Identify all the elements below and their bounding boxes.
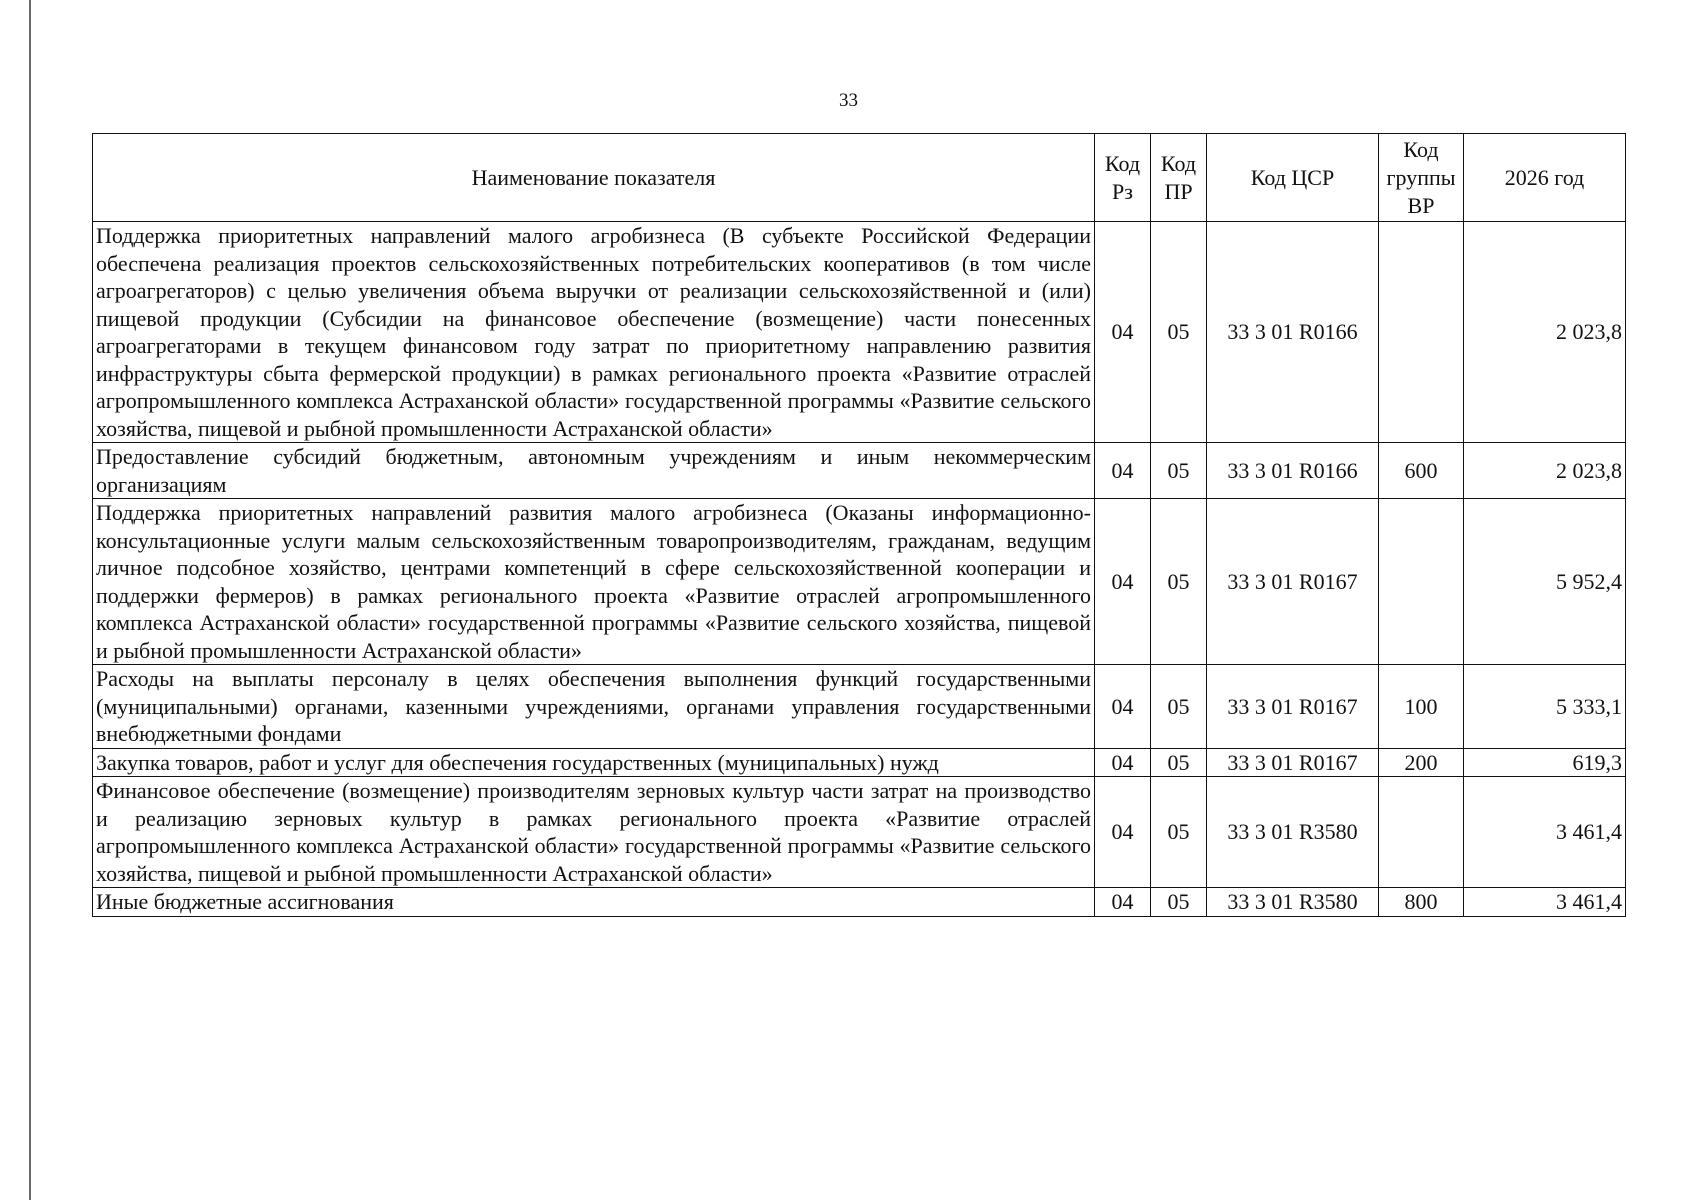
row-rz: 04 — [1095, 777, 1151, 888]
row-vr: 200 — [1379, 748, 1464, 777]
row-vr — [1379, 222, 1464, 443]
row-name: Поддержка приоритетных направлений развития малого агробизнеса (Оказаны информационно-консультационные услуги малым сельскохозяйственным товаропроизводителям, гражданам, ведущим личное подсобное хозяйство, центрами компетенций в сфере сельскохозяйственной кооперации и поддержки фермеров) в рамках регионального проекта «Развитие отраслей агропромышленного комплекса Астраханской области» государственной программы «Развитие сельского хозяйства, пищевой и рыбной промышленности Астраханской области» — [93, 499, 1095, 665]
row-pr: 05 — [1151, 777, 1207, 888]
table-row — [93, 443, 1626, 499]
row-rz: 04 — [1095, 499, 1151, 665]
table-row — [93, 777, 1626, 888]
row-csr: 33 3 01 R0166 — [1207, 222, 1379, 443]
row-pr: 05 — [1151, 222, 1207, 443]
row-name: Финансовое обеспечение (возмещение) производителям зерновых культур части затрат на производство и реализацию зерновых культур в рамках регионального проекта «Развитие отраслей агропромышленного комплекса Астраханской области» государственной программы «Развитие сельского хозяйства, пищевой и рыбной промышленности Астраханской области» — [93, 777, 1095, 888]
row-csr: 33 3 01 R3580 — [1207, 777, 1379, 888]
row-amount: 3 461,4 — [1464, 888, 1626, 917]
row-rz: 04 — [1095, 748, 1151, 777]
table-row — [93, 665, 1626, 749]
table-row — [93, 748, 1626, 777]
row-rz: 04 — [1095, 443, 1151, 499]
row-rz: 04 — [1095, 222, 1151, 443]
page-number: 33 — [839, 90, 858, 111]
row-name: Предоставление субсидий бюджетным, автономным учреждениям и иным некоммерческим организациям — [93, 443, 1095, 499]
row-vr — [1379, 499, 1464, 665]
row-vr — [1379, 777, 1464, 888]
header-year: 2026 год — [1464, 134, 1626, 222]
row-csr: 33 3 01 R0167 — [1207, 499, 1379, 665]
header-name: Наименование показателя — [93, 134, 1095, 222]
row-vr: 800 — [1379, 888, 1464, 917]
row-vr: 600 — [1379, 443, 1464, 499]
row-pr: 05 — [1151, 888, 1207, 917]
header-pr: Код ПР — [1151, 134, 1207, 222]
budget-table — [92, 133, 1626, 917]
binding-margin-line — [29, 0, 31, 1200]
table-row — [93, 888, 1626, 917]
row-name: Расходы на выплаты персоналу в целях обеспечения выполнения функций государственными (муниципальными) органами, казенными учреждениями, органами управления государственными внебюджетными фондами — [93, 665, 1095, 749]
row-amount: 5 333,1 — [1464, 665, 1626, 749]
row-csr: 33 3 01 R0166 — [1207, 443, 1379, 499]
row-amount: 619,3 — [1464, 748, 1626, 777]
header-rz: Код Рз — [1095, 134, 1151, 222]
row-amount: 2 023,8 — [1464, 222, 1626, 443]
header-csr: Код ЦСР — [1207, 134, 1379, 222]
row-vr: 100 — [1379, 665, 1464, 749]
table-row — [93, 499, 1626, 665]
row-amount: 2 023,8 — [1464, 443, 1626, 499]
row-name: Поддержка приоритетных направлений малого агробизнеса (В субъекте Российской Федерации обеспечена реализация проектов сельскохозяйственных потребительских кооперативов (в том числе агроагрегаторов) с целью увеличения объема выручки от реализации сельскохозяйственной и (или) пищевой продукции (Субсидии на финансовое обеспечение (возмещение) части понесенных агроагрегаторами в текущем финансовом году затрат по приоритетному направлению развития инфраструктуры сбыта фермерской продукции) в рамках регионального проекта «Развитие отраслей агропромышленного комплекса Астраханской области» государственной программы «Развитие сельского хозяйства, пищевой и рыбной промышленности Астраханской области» — [93, 222, 1095, 443]
row-rz: 04 — [1095, 888, 1151, 917]
row-pr: 05 — [1151, 443, 1207, 499]
row-pr: 05 — [1151, 748, 1207, 777]
row-name: Иные бюджетные ассигнования — [93, 888, 1095, 917]
row-csr: 33 3 01 R0167 — [1207, 748, 1379, 777]
header-vr: Код группы ВР — [1379, 134, 1464, 222]
row-name: Закупка товаров, работ и услуг для обеспечения государственных (муниципальных) нужд — [93, 748, 1095, 777]
row-amount: 5 952,4 — [1464, 499, 1626, 665]
table-row — [93, 222, 1626, 443]
row-pr: 05 — [1151, 499, 1207, 665]
row-pr: 05 — [1151, 665, 1207, 749]
row-csr: 33 3 01 R3580 — [1207, 888, 1379, 917]
row-rz: 04 — [1095, 665, 1151, 749]
row-amount: 3 461,4 — [1464, 777, 1626, 888]
table-header-row — [93, 134, 1626, 222]
row-csr: 33 3 01 R0167 — [1207, 665, 1379, 749]
